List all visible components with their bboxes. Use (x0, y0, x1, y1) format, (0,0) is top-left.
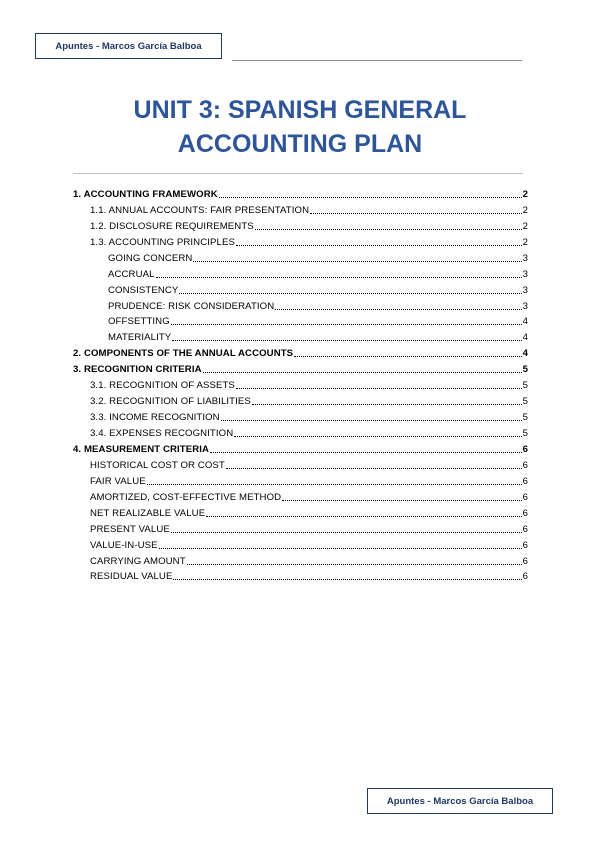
table-of-contents (73, 185, 528, 583)
toc-entry-offsetting[interactable]: OFFSETTING 4 (108, 316, 528, 328)
toc-entry-consistency[interactable]: CONSISTENCY 3 (108, 284, 528, 296)
footer-brand-text: Apuntes - Marcos García Balboa (386, 795, 534, 807)
toc-entry-components[interactable]: 2. COMPONENTS OF THE ANNUAL ACCOUNTS 4 (73, 348, 528, 360)
page-title-line-2: ACCOUNTING PLAN (177, 130, 423, 158)
toc-entry-recognition-assets[interactable]: 3.1. RECOGNITION OF ASSETS 5 (90, 380, 528, 392)
header-brand-text: Apuntes - Marcos García Balboa (55, 40, 202, 52)
toc-entry-materiality[interactable]: MATERIALITY 4 (108, 332, 528, 344)
header-brand-box (35, 33, 222, 59)
toc-entry-accounting-framework[interactable]: 1. ACCOUNTING FRAMEWORK 2 (73, 188, 528, 200)
page-title (0, 93, 600, 161)
toc-entry-present-value[interactable]: PRESENT VALUE 6 (90, 523, 528, 535)
toc-entry-accounting-principles[interactable]: 1.3. ACCOUNTING PRINCIPLES 2 (90, 236, 528, 248)
toc-entry-fair-value[interactable]: FAIR VALUE 6 (90, 475, 528, 487)
toc-entry-residual-value[interactable]: RESIDUAL VALUE 6 (90, 571, 528, 583)
header-divider (232, 60, 522, 61)
toc-entry-income-recognition[interactable]: 3.3. INCOME RECOGNITION 5 (90, 412, 528, 424)
toc-entry-recognition-criteria[interactable]: 3. RECOGNITION CRITERIA 5 (73, 364, 528, 376)
toc-entry-expenses-recognition[interactable]: 3.4. EXPENSES RECOGNITION 5 (90, 428, 528, 439)
toc-entry-amortized-cost[interactable]: AMORTIZED, COST-EFFECTIVE METHOD 6 (90, 491, 528, 503)
toc-entry-annual-accounts[interactable]: 1.1. ANNUAL ACCOUNTS: FAIR PRESENTATION 2 (90, 204, 528, 216)
toc-entry-going-concern[interactable]: GOING CONCERN 3 (108, 252, 528, 264)
footer-brand-box (367, 788, 553, 814)
toc-entry-measurement-criteria[interactable]: 4. MEASUREMENT CRITERIA 6 (73, 443, 528, 455)
toc-entry-prudence[interactable]: PRUDENCE: RISK CONSIDERATION 3 (108, 300, 528, 312)
toc-entry-disclosure-requirements[interactable]: 1.2. DISCLOSURE REQUIREMENTS 2 (90, 220, 528, 232)
toc-entry-value-in-use[interactable]: VALUE-IN-USE 6 (90, 539, 528, 551)
page-title-line-1: UNIT 3: SPANISH GENERAL (133, 96, 467, 124)
toc-entry-accrual[interactable]: ACCRUAL 3 (108, 268, 528, 280)
toc-divider (73, 173, 523, 174)
toc-entry-net-realizable-value[interactable]: NET REALIZABLE VALUE 6 (90, 507, 528, 519)
toc-entry-carrying-amount[interactable]: CARRYING AMOUNT 6 (90, 555, 528, 567)
toc-entry-historical-cost[interactable]: HISTORICAL COST OR COST 6 (90, 459, 528, 471)
toc-entry-recognition-liabilities[interactable]: 3.2. RECOGNITION OF LIABILITIES 5 (90, 396, 528, 408)
